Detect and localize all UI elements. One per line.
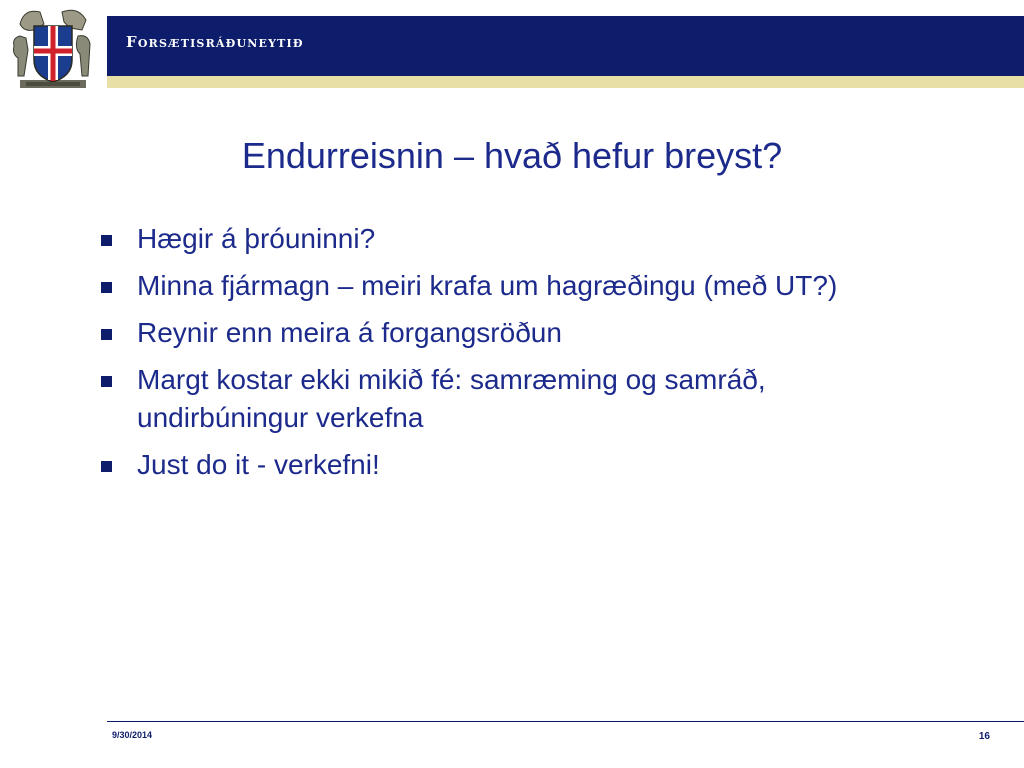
footer-divider bbox=[107, 721, 1024, 722]
bullet-text: Just do it - verkefni! bbox=[137, 449, 380, 480]
bullet-text: Minna fjármagn – meiri krafa um hagræðingu (með UT?) bbox=[137, 270, 838, 301]
square-bullet-icon bbox=[101, 329, 112, 340]
header-accent-stripe bbox=[107, 76, 1024, 88]
square-bullet-icon bbox=[101, 282, 112, 293]
bullet-list bbox=[98, 220, 938, 493]
header-bar bbox=[107, 16, 1024, 76]
ministry-name: Forsætisráðuneytið bbox=[126, 33, 304, 51]
bullet-text: Reynir enn meira á forgangsröðun bbox=[137, 317, 562, 348]
icelandic-coat-of-arms-icon bbox=[6, 2, 100, 92]
square-bullet-icon bbox=[101, 461, 112, 472]
square-bullet-icon bbox=[101, 376, 112, 387]
bullet-text: Hægir á þróuninni? bbox=[137, 223, 376, 254]
square-bullet-icon bbox=[101, 235, 112, 246]
footer-date: 9/30/2014 bbox=[112, 730, 153, 740]
slide-title: Endurreisnin – hvað hefur breyst? bbox=[241, 135, 783, 176]
bullet-item bbox=[98, 446, 938, 484]
bullet-item bbox=[98, 314, 938, 352]
bullet-item bbox=[98, 361, 938, 437]
bullet-item bbox=[98, 267, 938, 305]
bullet-item bbox=[98, 220, 938, 258]
page-number: 16 bbox=[978, 731, 990, 742]
bullet-text: Margt kostar ekki mikið fé: samræming og samráð, undirbúningur verkefna bbox=[137, 364, 766, 433]
